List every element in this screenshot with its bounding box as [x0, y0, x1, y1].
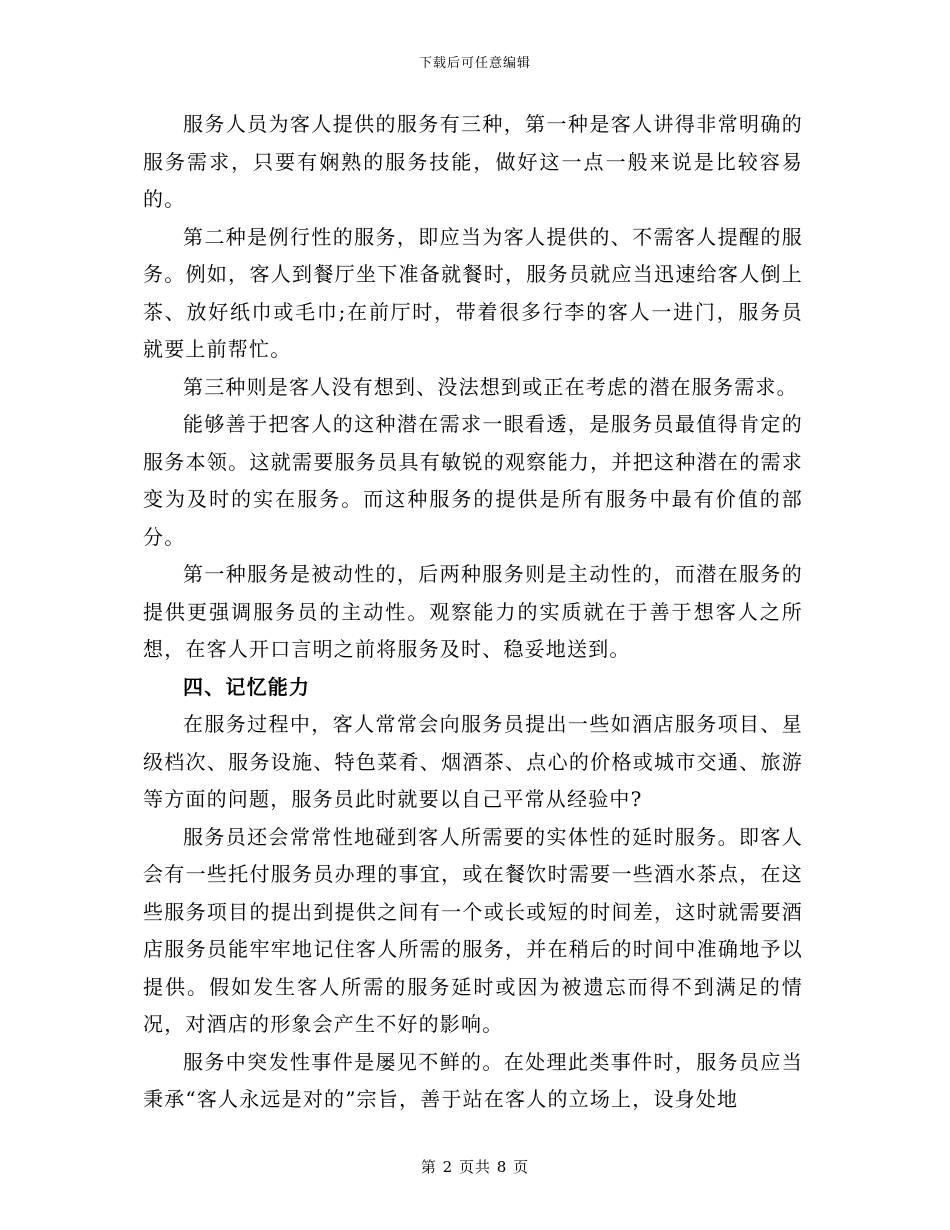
- paragraph-8: 服务中突发性事件是屡见不鲜的。在处理此类事件时，服务员应当秉承“客人永远是对的”宗旨，善于站在客人的立场上，设身处地: [143, 1049, 803, 1111]
- paragraph-6: 在服务过程中，客人常常会向服务员提出一些如酒店服务项目、星级档次、服务设施、特色菜肴、烟酒茶、点心的价格或城市交通、旅游等方面的问题，服务员此时就要以自己平常从经验中?: [143, 712, 803, 811]
- paragraph-3: 第三种则是客人没有想到、没法想到或正在考虑的潜在服务需求。: [183, 374, 798, 399]
- paragraph-1: 服务人员为客人提供的服务有三种，第一种是客人讲得非常明确的服务需求，只要有娴熟的服务技能，做好这一点一般来说是比较容易的。: [143, 112, 803, 211]
- page-header: 下载后可任意编辑: [418, 56, 531, 71]
- paragraph-5: 第一种服务是被动性的，后两种服务则是主动性的，而潜在服务的提供更强调服务员的主动性。观察能力的实质就在于善于想客人之所想，在客人开口言明之前将服务及时、稳妥地送到。: [143, 562, 803, 661]
- paragraph-7: 服务员还会常常性地碰到客人所需要的实体性的延时服务。即客人会有一些托付服务员办理的事宜，或在餐饮时需要一些酒水茶点，在这些服务项目的提出到提供之间有一个或长或短的时间差，这时就需要酒店服务员能牢牢地记住客人所需的服务，并在稍后的时间中准确地予以提供。假如发生客人所需的服务延时或因为被遗忘而得不到满足的情况，对酒店的形象会产生不好的影响。: [143, 824, 803, 1036]
- paragraph-2: 第二种是例行性的服务，即应当为客人提供的、不需客人提醒的服务。例如，客人到餐厅坐下准备就餐时，服务员就应当迅速给客人倒上茶、放好纸巾或毛巾;在前厅时，带着很多行李的客人一进门，服务员就要上前帮忙。: [143, 224, 803, 361]
- page-footer: 第 2 页共 8 页: [420, 1158, 530, 1176]
- section-heading-memory: 四、记忆能力: [183, 674, 311, 699]
- paragraph-4: 能够善于把客人的这种潜在需求一眼看透，是服务员最值得肯定的服务本领。这就需要服务员具有敏锐的观察能力，并把这种潜在的需求变为及时的实在服务。而这种服务的提供是所有服务中最有价值的部分。: [143, 412, 803, 549]
- document-body: [143, 106, 803, 1119]
